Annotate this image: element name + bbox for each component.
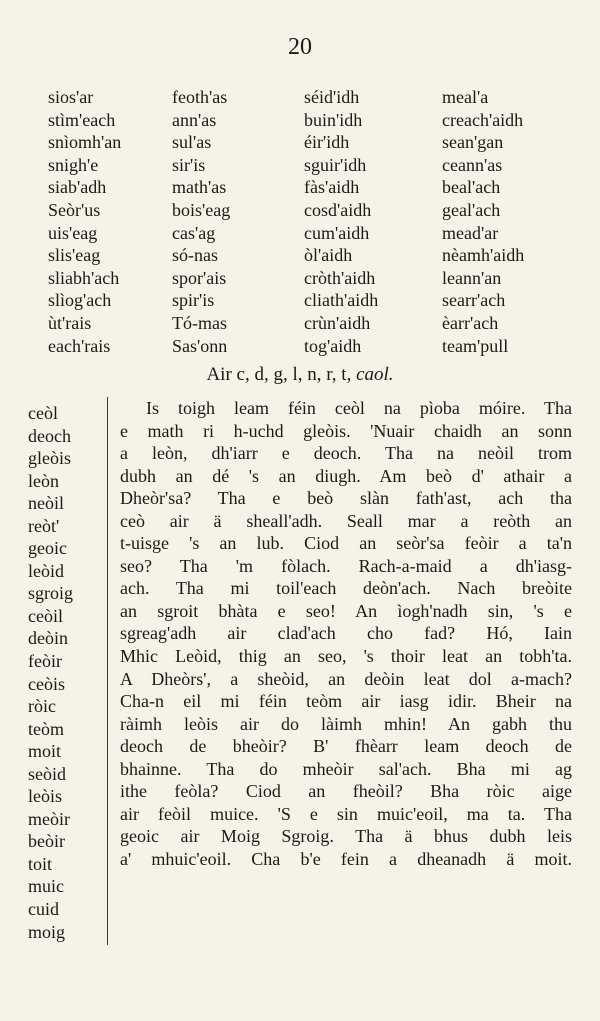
word-table-row <box>48 109 568 132</box>
word-table-cell: sir'is <box>172 154 206 175</box>
passage-line: e math ri h-uchd gleòis. 'Nuair chaidh an sonn <box>120 420 572 441</box>
passage-line: seo? Tha 'm fòlach. Rach-a-maid a dh'iasg- <box>120 555 572 576</box>
passage-line: ithe feòla? Ciod an fheòil? Bha ròic aige <box>120 781 572 802</box>
passage-line: A Dheòrs', a sheòid, an deòin leat dol a-mach? <box>120 668 572 689</box>
word-table-cell: fàs'aidh <box>304 177 360 198</box>
word-table-cell: snigh'e <box>48 154 99 175</box>
word-table-cell: siab'adh <box>48 177 107 198</box>
passage-line: dubh an dé 's an diugh. Am beò d' athair a <box>120 465 572 486</box>
side-list-word: leòis <box>28 786 62 807</box>
word-table-row <box>48 222 568 245</box>
passage-line: air feòil muice. 'S e sin muic'eoil, ma ta. Tha <box>120 803 572 824</box>
word-table-cell: team'pull <box>442 335 509 356</box>
page-number: 20 <box>288 34 312 60</box>
passage-line: an sgroit bhàta e seo! An ìogh'nadh sin, 's e <box>120 600 572 621</box>
word-table-cell: geal'ach <box>442 199 501 220</box>
word-table-cell: ceann'as <box>442 154 503 175</box>
side-list-word: muic <box>28 876 64 897</box>
word-table-cell: cum'aidh <box>304 222 370 243</box>
reading-passage <box>120 397 572 870</box>
word-table-cell: leann'an <box>442 267 502 288</box>
side-list-word: ceòil <box>28 605 63 626</box>
side-list-word: teòm <box>28 718 64 739</box>
side-list-word: moig <box>28 921 66 942</box>
word-table-row <box>48 244 568 267</box>
passage-line: Dheòr'sa? Tha e beò slàn fath'ast, ach tha <box>120 488 572 509</box>
side-list-word: leòn <box>28 470 59 491</box>
side-list-word: leòid <box>28 560 64 581</box>
word-table-cell: spor'ais <box>172 267 227 288</box>
word-table-cell: séid'idh <box>304 87 360 107</box>
side-list-word: toit <box>28 853 53 874</box>
passage-line: geoic air Moig Sgroig. Tha ä bhus dubh leis <box>120 826 572 847</box>
word-table-cell: Tó-mas <box>172 312 227 333</box>
side-list-word: reòt' <box>28 515 60 536</box>
passage-line: bhainne. Tha do mheòir sal'ach. Bha mi ag <box>120 758 572 779</box>
word-table-row <box>48 154 568 177</box>
side-list-word: feòir <box>28 651 62 672</box>
side-list-word: cuid <box>28 899 59 920</box>
word-table-cell: snìomh'an <box>48 132 122 153</box>
side-list-word: geoic <box>28 538 67 559</box>
word-table-row <box>48 335 568 358</box>
passage-line: ach. Tha mi toil'each deòn'ach. Nach breòite <box>120 578 572 599</box>
side-list-word: ceòis <box>28 673 65 694</box>
word-table-row <box>48 176 568 199</box>
passage-line: Is toigh leam féin ceòl na pìoba móire. Tha <box>146 398 572 418</box>
passage-line: Cha-n eil mi féin teòm air iasg idir. Bheir na <box>120 691 572 712</box>
word-table-cell: òl'aidh <box>304 245 353 266</box>
word-table-cell: slìog'ach <box>48 290 112 311</box>
word-table-cell: sguir'idh <box>304 154 367 175</box>
word-table-cell: só-nas <box>172 245 218 266</box>
word-table-cell: cosd'aidh <box>304 199 372 220</box>
word-table-cell: feoth'as <box>172 87 228 107</box>
side-list-word: meòir <box>28 808 70 829</box>
word-table-cell: uis'eag <box>48 222 98 243</box>
word-table-cell: meal'a <box>442 87 489 107</box>
word-table-cell: bois'eag <box>172 199 231 220</box>
word-table-cell: each'rais <box>48 335 111 356</box>
word-table-cell: sul'as <box>172 132 212 153</box>
side-list-word: moit <box>28 741 62 762</box>
word-table-cell: mead'ar <box>442 222 499 243</box>
side-list-word: ceòl <box>28 403 58 423</box>
word-table-row <box>48 267 568 290</box>
passage-line: a leòn, dh'iarr e deoch. Tha na neòil trom <box>120 443 572 464</box>
side-list-word: deoch <box>28 425 71 446</box>
word-table-cell: spir'is <box>172 290 215 311</box>
word-table-cell: buin'idh <box>304 109 363 130</box>
passage-line: a' mhuic'eoil. Cha b'e fein a dheanadh ä moit. <box>120 848 572 869</box>
side-list-word: gleòis <box>28 448 71 469</box>
word-table-row <box>48 199 568 222</box>
word-table-cell: nèamh'aidh <box>442 245 525 266</box>
passage-line: t-uisge 's an lub. Ciod an seòr'sa feòir a ta'n <box>120 533 572 554</box>
word-table-cell: èarr'ach <box>442 312 499 333</box>
side-list-word: sgroig <box>28 583 73 604</box>
word-table-row <box>48 289 568 312</box>
word-table-cell: searr'ach <box>442 290 506 311</box>
subheading <box>0 364 600 386</box>
word-table-cell: ùt'rais <box>48 312 92 333</box>
word-table-cell: cliath'aidh <box>304 290 379 311</box>
word-table-cell: crùn'aidh <box>304 312 371 333</box>
word-table <box>48 86 568 357</box>
word-table-cell: Seòr'us <box>48 199 101 220</box>
passage-line: Mhic Leòid, thig an seo, 's thoir leat an tobh'ta. <box>120 646 572 667</box>
subheading-italic: caol. <box>356 364 394 385</box>
word-table-row <box>48 131 568 154</box>
side-list-word: neòil <box>28 493 64 514</box>
word-table-cell: tog'aidh <box>304 335 362 356</box>
passage-line: ràimh leòis air do làimh mhin! An gabh thu <box>120 713 572 734</box>
passage-line: sgreag'adh air clad'ach cho fad? Hó, Iain <box>120 623 572 644</box>
word-table-cell: sliabh'ach <box>48 267 120 288</box>
word-table-cell: creach'aidh <box>442 109 524 130</box>
word-table-cell: stìm'each <box>48 109 116 130</box>
word-table-cell: cròth'aidh <box>304 267 376 288</box>
word-table-cell: sean'gan <box>442 132 504 153</box>
side-word-list <box>28 402 108 943</box>
word-table-row <box>48 312 568 335</box>
word-table-cell: math'as <box>172 177 227 198</box>
word-table-cell: Sas'onn <box>172 335 228 356</box>
word-table-cell: beal'ach <box>442 177 501 198</box>
subheading-text: Air c, d, g, l, n, r, t, <box>206 364 357 385</box>
side-list-word: ròic <box>28 696 56 717</box>
side-list-word: deòin <box>28 628 68 649</box>
word-table-cell: slis'eag <box>48 245 101 266</box>
passage-line: deoch de bheòir? B' fhèarr leam deoch de <box>120 736 572 757</box>
passage-line: ceò air ä sheall'adh. Seall mar a reòth an <box>120 510 572 531</box>
word-table-cell: cas'ag <box>172 222 216 243</box>
word-table-cell: sios'ar <box>48 87 94 107</box>
side-list-word: seòid <box>28 763 66 784</box>
side-list-word: beòir <box>28 831 65 852</box>
word-table-cell: éir'idh <box>304 132 350 153</box>
word-table-row <box>48 86 568 109</box>
word-table-cell: ann'as <box>172 109 217 130</box>
